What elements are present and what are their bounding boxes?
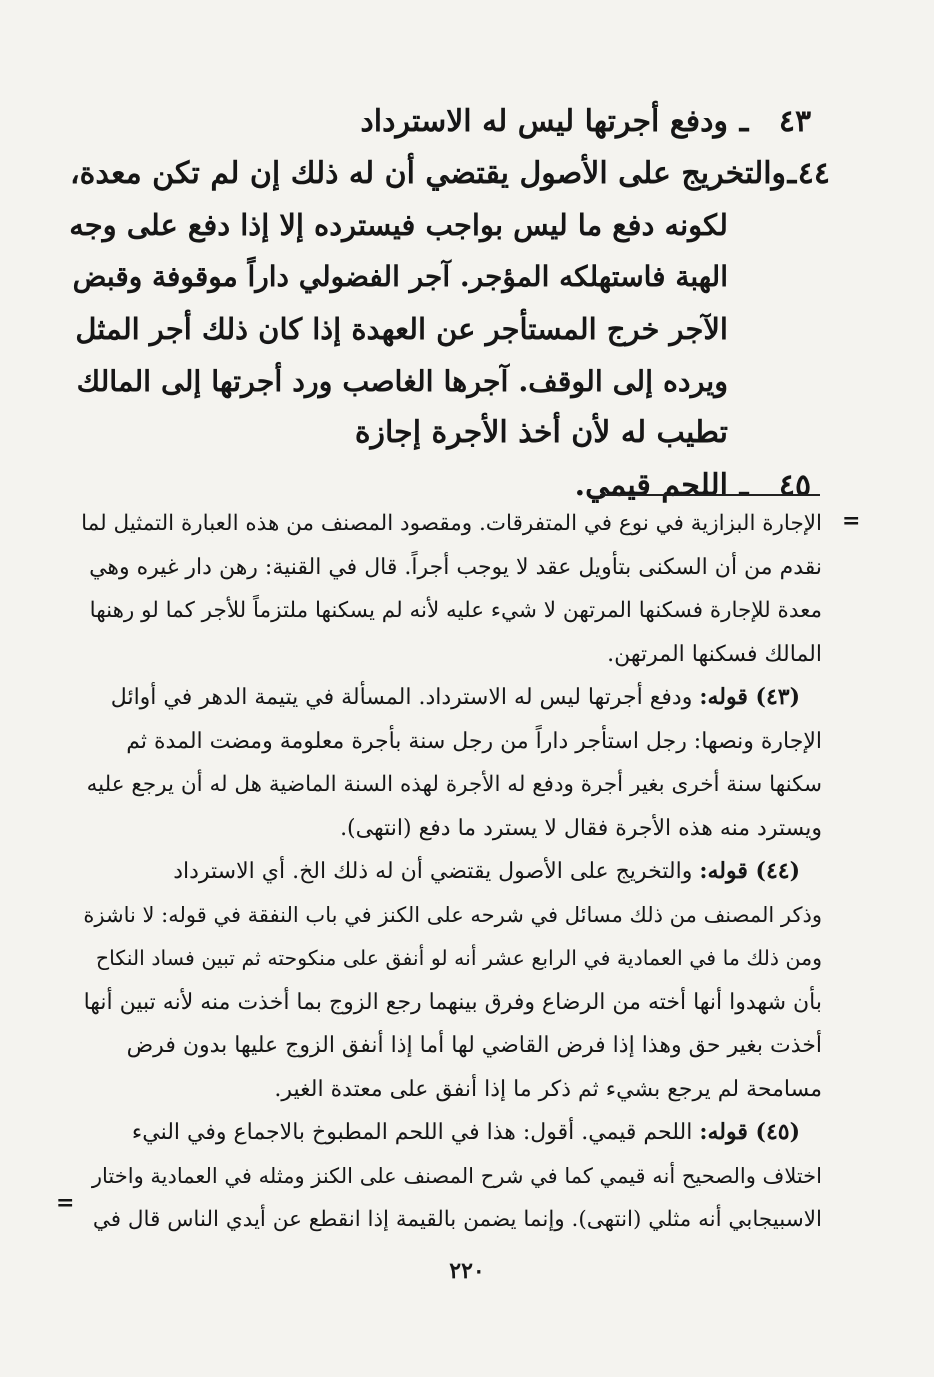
commentary-paragraph [80,502,822,676]
page-number: ٢٢٠ [449,1258,485,1284]
commentary-line: أخذت بغير حق وهذا إذا فرض القاضي لها أما إذا أنفق الزوج عليها بدون فرض [126,1033,822,1058]
commentary-line: والتخريج على الأصول يقتضي أن له ذلك الخ. أي الاسترداد [173,859,693,884]
separator-rule [600,494,820,496]
commentary-line: الإجارة ونصها: رجل استأجر داراً من رجل سنة بأجرة معلومة ومضت المدة ثم [126,728,822,754]
entry-text: ودفع أجرتها ليس له الاسترداد [360,103,728,139]
entry-dash: ـ [787,155,797,191]
entry-text-line: ويرده إلى الوقف. آجرها الغاصب ورد أجرتها إلى المالك [76,364,728,398]
main-text [70,95,830,511]
main-entry-44 [70,147,830,459]
entry-number: ٤٤ [797,155,830,191]
commentary-line: سكنها سنة أخرى بغير أجرة ودفع له الأجرة لهذه السنة الماضية هل له أن يرجع عليه [86,772,822,797]
commentary-line: اختلاف والصحيح أنه قيمي كما في شرح المصنف على الكنز ومثله في العمادية واختار [91,1163,822,1188]
commentary-note-45 [80,1111,822,1242]
entry-text-line: تطيب له لأن أخذ الأجرة إجازة [354,415,728,450]
commentary-note-43 [80,676,822,850]
entry-number: ٤٣ [778,103,812,139]
commentary-line: ومن ذلك ما في العمادية في الرابع عشر أنه لو أنفق على منكوحته ثم تبين فساد النكاح [95,946,822,970]
note-lead: (٤٣) قوله: [699,684,800,710]
commentary-line: نقدم من أن السكنى بتأويل عقد لا يوجب أجراً. قال في القنية: رهن دار غيره وهي [89,554,822,580]
entry-dash: ـ [739,103,749,139]
commentary-note-44 [80,850,822,1111]
entry-text: اللحم قيمي. [574,467,728,503]
entry-text: والتخريج على الأصول يقتضي أن له ذلك إن لم تكن معدة، [70,155,787,191]
commentary-line: معدة للإجارة فسكنها المرتهن لا شيء عليه لأنه لم يسكنها ملتزماً للأجر كما لو رهنها [89,598,822,623]
continuation-mark-bottom: = [56,1190,75,1216]
commentary-line: اللحم قيمي. أقول: هذا في اللحم المطبوخ بالاجماع وفي النيء [131,1120,693,1145]
entry-dash: ـ [739,467,749,503]
note-lead: (٤٥) قوله: [699,1119,800,1145]
commentary-line: ودفع أجرتها ليس له الاسترداد. المسألة في يتيمة الدهر في أوائل [110,685,693,710]
entry-text-line: الهبة فاستهلكه المؤجر. آجر الفضولي داراً موقوفة وقبض [72,260,728,293]
entry-text-line: الآجر خرج المستأجر عن العهدة إذا كان ذلك أجر المثل [75,312,728,346]
main-entry-43 [70,95,830,147]
commentary-line: ويسترد منه هذه الأجرة فقال لا يسترد ما دفع (انتهى). [340,815,822,841]
commentary-line: الاسبيجابي أنه مثلي (انتهى). وإنما يضمن بالقيمة إذا انقطع عن أيدي الناس قال في [92,1207,822,1232]
continuation-mark-top: = [842,508,861,534]
entry-text-line: لكونه دفع ما ليس بواجب فيسترده إلا إذا دفع على وجه [69,208,728,242]
commentary-line: بأن شهدوا أنها أخته من الرضاع وفرق بينهما رجع الزوج بما أخذت منه لأنه تبين أنها [83,989,822,1015]
commentary-line: المالك فسكنها المرتهن. [607,641,822,667]
commentary-line: الإجارة البزازية في نوع في المتفرقات. ومقصود المصنف من هذه العبارة التمثيل لما [81,511,822,536]
note-lead: (٤٤) قوله: [699,858,800,884]
commentary-line: مسامحة لم يرجع بشيء ثم ذكر ما إذا أنفق على معتدة الغير. [274,1076,822,1102]
entry-number: ٤٥ [778,467,812,503]
commentary-line: وذكر المصنف من ذلك مسائل في شرحه على الكنز في باب النفقة في قوله: لا ناشزة [83,902,822,927]
commentary [80,502,822,1242]
